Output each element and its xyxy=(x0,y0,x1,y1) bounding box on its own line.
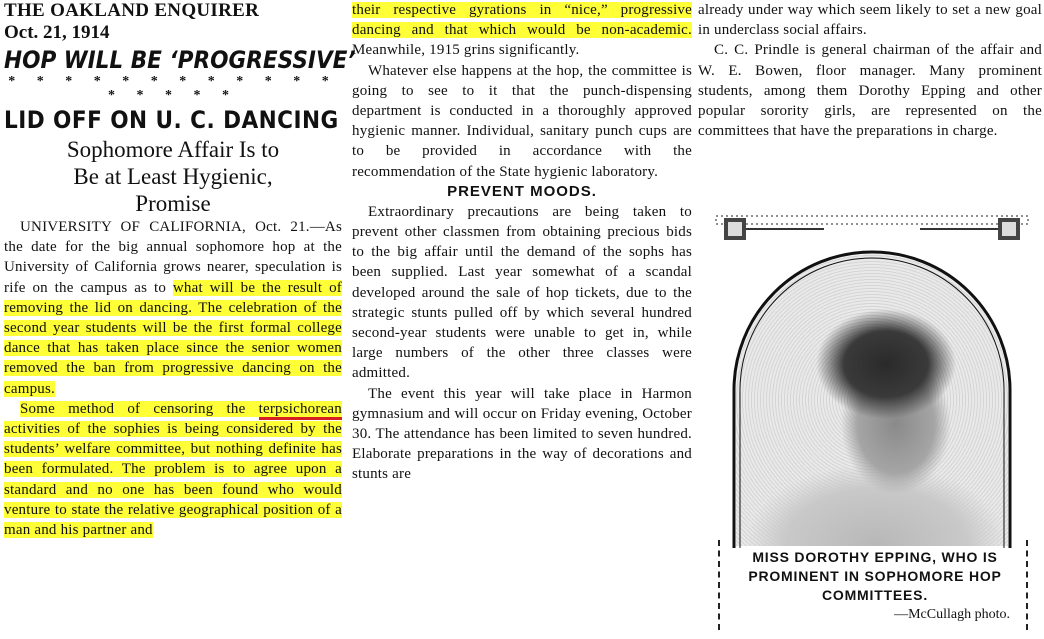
photo-credit: —McCullagh photo. xyxy=(894,607,1010,622)
highlighted-text: their respective gyrations in “nice,” progressive dancing and that which would be non-academic. xyxy=(352,2,692,39)
column-1 xyxy=(4,0,356,540)
underlined-word: terpsichorean xyxy=(259,401,342,420)
article-paragraph: Whatever else happens at the hop, the committee is going to see to it that the punch-dispensing department is conducted in a thoroughly approved hygienic manner. Individual, sanitary punch cups are to be provided in accordance with the recommendation of the State hygienic laboratory. xyxy=(352,62,692,180)
newspaper-name: THE OAKLAND ENQUIRER xyxy=(4,0,260,21)
photo-caption xyxy=(718,540,1028,630)
column-3 xyxy=(698,0,1042,141)
article-paragraph xyxy=(352,0,692,61)
column-2 xyxy=(352,0,692,485)
caption-text: MISS DOROTHY EPPING, WHO IS PROMINENT IN SOPHOMORE HOP COMMITTEES. xyxy=(748,549,1002,603)
article-paragraph: already under way which seem likely to set a new goal in underclass social affairs. xyxy=(698,2,1042,39)
headline-star-divider: * * * * * * * * * * * * * * * * * xyxy=(8,74,338,103)
highlighted-text: what will be the result of removing the lid on dancing. The celebration of the second year students will be the first formal college dance that has taken place since the senior women removed the ban from progressive dancing on the campus. xyxy=(4,279,342,397)
highlighted-text: activities of the sophies is being considered by the students’ welfare committee, but nothing definite has been formulated. The problem is to agree upon a standard and no one has been found who would venture to state the relative geographical position of a man and his partner and xyxy=(4,421,342,539)
highlighted-text: Some method of censoring the xyxy=(20,400,259,417)
subheadline xyxy=(4,136,342,217)
article-paragraph: C. C. Prindle is general chairman of the affair and W. E. Bowen, floor manager. Many prominent students, among them Dorothy Epping and other popular sorority girls, are represented on the committees that have the preparations in charge. xyxy=(698,42,1042,140)
article-body-col1 xyxy=(4,217,342,540)
subheadline-line-2: Be at Least Hygienic, xyxy=(73,164,273,189)
article-text: Meanwhile, 1915 grins significantly. xyxy=(352,42,580,59)
article-paragraph xyxy=(4,399,342,540)
portrait-photo xyxy=(714,214,1030,548)
article-body-col2 xyxy=(352,0,692,485)
article-body-col3 xyxy=(698,0,1042,141)
newspaper-date: Oct. 21, 1914 xyxy=(4,22,110,43)
article-paragraph: Extraordinary precautions are being taken to prevent other classmen from obtaining precious bids to the big affair until the demand of the sophs has been supplied. Last year somewhat of a scandal developed around the sale of hop tickets, due to the strategic stunts pulled off by which several hundred second-year students were unable to get in, while large numbers of the other three classes were admitted. xyxy=(352,203,692,382)
subheadline-line-3: Promise xyxy=(135,191,211,216)
subheadline-line-1: Sophomore Affair Is to xyxy=(66,137,280,162)
article-paragraph xyxy=(4,217,342,399)
dateline-text: UNIVERSITY OF CALIFORNIA, Oct. 21.—As the date for the big annual sophomore hop at the University of California grows nearer, speculation is rife on the campus as to xyxy=(4,219,342,296)
article-paragraph: The event this year will take place in Harmon gymnasium and will occur on Friday evening, October 30. The attendance has been limited to seven hundred. Elaborate preparations in the way of decorations and stunts are xyxy=(352,385,692,483)
headline-primary: HOP WILL BE ‘PROGRESSIVE’ xyxy=(4,46,356,74)
section-heading: PREVENT MOODS. xyxy=(447,182,597,200)
headline-secondary: LID OFF ON U. C. DANCING xyxy=(4,106,339,134)
photo-frame-ornament xyxy=(714,214,1030,548)
